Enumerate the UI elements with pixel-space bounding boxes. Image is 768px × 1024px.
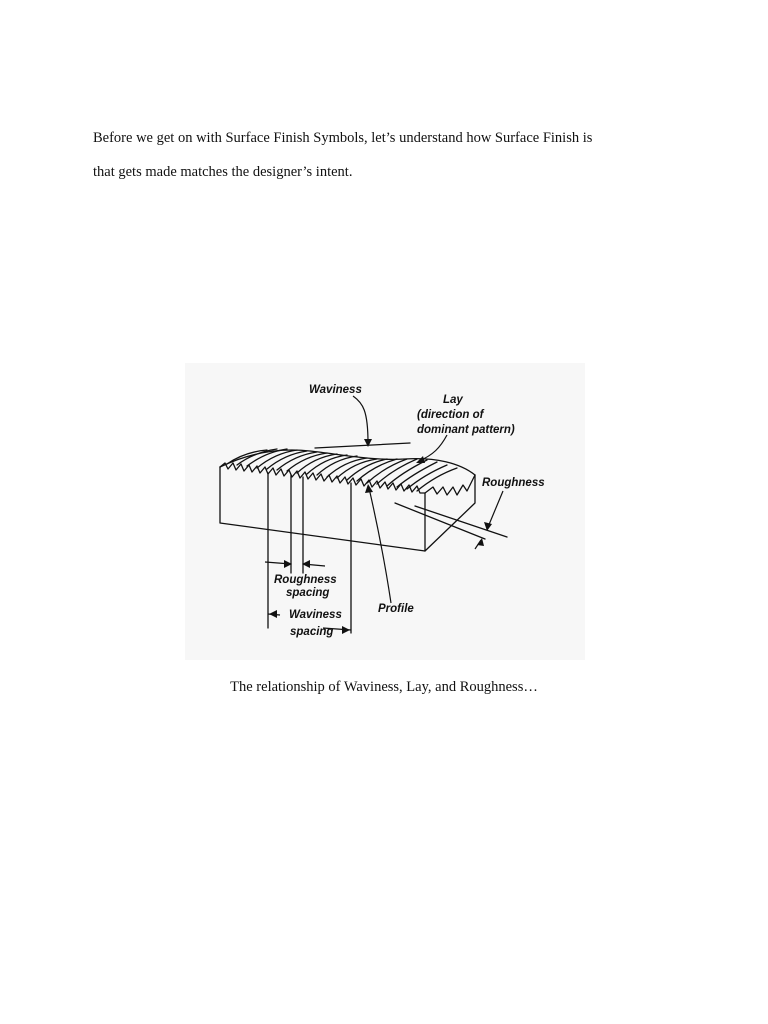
roughness-lower-arrowhead [477,538,484,546]
label-lay-desc-1: (direction of [417,409,484,421]
surface-texture-diagram [185,363,585,660]
roughness-leader [488,491,503,527]
lay-ridge [337,459,377,478]
lay-ridge [407,465,447,489]
figure-caption: The relationship of Waviness, Lay, and Roughness… [230,679,538,695]
label-waviness: Waviness [309,384,362,396]
roughness-dim-line-2 [395,503,485,539]
lay-ridge [287,453,327,471]
lay-ridge [297,454,337,473]
label-roughness: Roughness [482,477,545,489]
label-roughness-spacing-2: spacing [286,587,330,599]
lay-ridge [317,456,357,475]
surface-front-edge [220,463,425,493]
ws-right-arrowhead [342,626,350,634]
paragraph-line-2: that gets made matches the designer’s intent. [93,164,353,180]
roughness-dim-line-1 [415,506,507,537]
label-lay: Lay [443,394,463,406]
lay-ridge [347,459,387,480]
lay-ridge [327,458,367,477]
surface-texture-figure [185,363,585,660]
lay-ridge [277,452,317,470]
ws-left-arrowhead [269,610,277,618]
lay-ridge [267,451,307,469]
block-right-face [425,475,475,551]
paragraph-line-1: Before we get on with Surface Finish Symbols, let’s understand how Surface Finish is [93,130,593,146]
profile-cut [425,475,475,495]
waviness-line [315,443,410,448]
label-roughness-spacing-1: Roughness [274,574,337,586]
waviness-leader [353,396,368,443]
lay-ridge [307,455,347,474]
label-profile: Profile [378,603,414,615]
label-waviness-spacing-1: Waviness [289,609,342,621]
lay-ridge [417,468,457,491]
label-waviness-spacing-2: spacing [290,626,334,638]
label-lay-desc-2: dominant pattern) [417,424,515,436]
